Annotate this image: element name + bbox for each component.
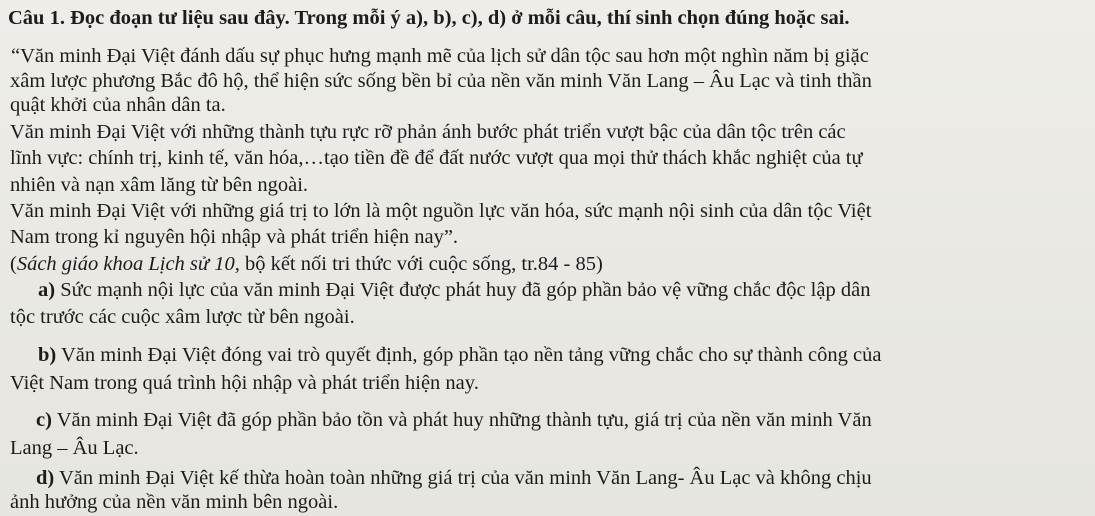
option-a-label: a): [38, 279, 56, 301]
option-c-continuation: Lang – Âu Lạc.: [10, 437, 139, 459]
passage-line: quật khởi của nhân dân ta.: [10, 94, 226, 116]
passage-line: “Văn minh Đại Việt đánh dấu sự phục hưng mạnh mẽ của lịch sử dân tộc sau hơn một nghìn năm bị giặc: [11, 45, 869, 67]
citation-details: , bộ kết nối tri thức với cuộc sống, tr.84 - 85): [234, 253, 603, 275]
passage-line: Văn minh Đại Việt với những thành tựu rực rỡ phản ánh bước phát triển vượt bậc của dân tộc trên các: [10, 121, 846, 143]
passage-line: xâm lược phương Bắc đô hộ, thể hiện sức sống bền bỉ của nền văn minh Văn Lang – Âu Lạc và tinh thần: [10, 70, 872, 92]
question-instruction: Đọc đoạn tư liệu sau đây. Trong mỗi ý a), b), c), d) ở mỗi câu, thí sinh chọn đúng hoặc sai.: [70, 7, 850, 29]
option-d-label: d): [36, 467, 55, 489]
citation-paren: (: [10, 253, 17, 275]
option-b-text: Văn minh Đại Việt đóng vai trò quyết định, góp phần tạo nền tảng vững chắc cho sự thành công của: [56, 344, 882, 366]
option-a: [38, 278, 870, 302]
passage-line: lĩnh vực: chính trị, kinh tế, văn hóa,…tạo tiền đề để đất nước vượt qua mọi thử thách khắc nghiệt của tự: [10, 147, 863, 169]
passage-line: nhiên và nạn xâm lăng từ bên ngoài.: [10, 174, 309, 196]
option-c-label: c): [36, 409, 52, 431]
question-heading: [8, 6, 850, 30]
option-a-continuation: tộc trước các cuộc xâm lược từ bên ngoài.: [10, 306, 355, 328]
option-b-label: b): [38, 344, 57, 366]
question-number: Câu 1.: [8, 7, 65, 29]
passage-line: Nam trong kỉ nguyên hội nhập và phát triển hiện nay”.: [10, 226, 459, 248]
option-d-continuation: ảnh hưởng của nền văn minh bên ngoài.: [10, 491, 339, 513]
option-c: [36, 408, 872, 432]
option-d: [36, 466, 872, 490]
option-c-text: Văn minh Đại Việt đã góp phần bảo tồn và phát huy những thành tựu, giá trị của nền văn minh Văn: [51, 409, 872, 431]
passage-line: Văn minh Đại Việt với những giá trị to lớn là một nguồn lực văn hóa, sức mạnh nội sinh của dân tộc Việt: [10, 200, 872, 222]
option-d-text: Văn minh Đại Việt kế thừa hoàn toàn những giá trị của văn minh Văn Lang- Âu Lạc và không chịu: [54, 467, 872, 489]
option-a-text: Sức mạnh nội lực của văn minh Đại Việt được phát huy đã góp phần bảo vệ vững chắc độc lập dân: [55, 279, 871, 301]
citation-book-title: Sách giáo khoa Lịch sử 10: [16, 253, 235, 275]
option-b: [38, 343, 881, 367]
source-citation: [10, 252, 603, 276]
option-b-continuation: Việt Nam trong quá trình hội nhập và phát triển hiện nay.: [10, 372, 479, 394]
